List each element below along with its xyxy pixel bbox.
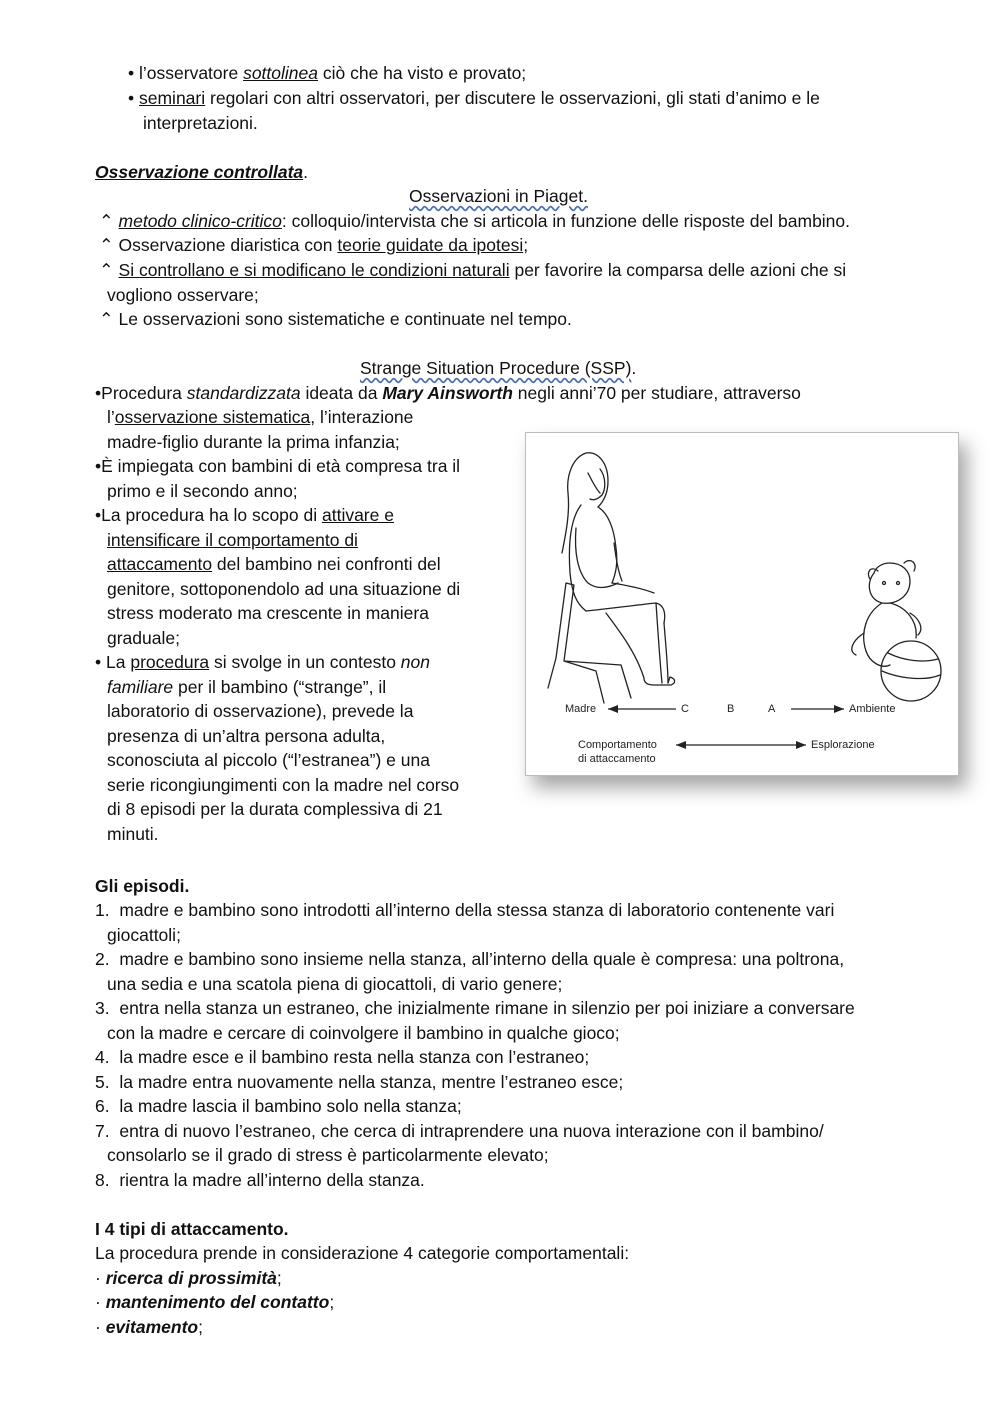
bullet-dot: • — [95, 383, 102, 403]
episodes-heading: Gli episodi. — [95, 876, 190, 896]
piaget-item-3-cont: vogliono osservare; — [107, 285, 259, 305]
ssp-illustration — [525, 432, 959, 776]
intro-bullet-2-cont: interpretazioni. — [143, 113, 258, 133]
bullet-dot: • — [128, 88, 139, 108]
ssp-bullet-3-line2: intensificare il comportamento di — [107, 530, 358, 550]
ssp-bullet-3-line3: attaccamento del bambino nei confronti del — [107, 554, 441, 574]
intro-bullet-2: • seminari regolari con altri osservatori, per discutere le osservazioni, gli stati d’animo e le — [128, 88, 820, 108]
illustration-drawing — [526, 433, 958, 775]
ssp-bullet-4-line7: di 8 episodi per la durata complessiva di 21 — [107, 799, 443, 819]
ssp-bullet-1-line2: l’osservazione sistematica, l’interazione — [107, 407, 414, 427]
ssp-bullet-1-line3: madre-figlio durante la prima infanzia; — [107, 432, 400, 452]
category-3: · evitamento; — [95, 1317, 203, 1337]
caret-bullet-icon: ⌃ — [99, 235, 119, 255]
episode-1-cont: giocattoli; — [107, 925, 181, 945]
label-madre: Madre — [565, 703, 597, 715]
ssp-bullet-4-line6: serie ricongiungimenti con la madre nel corso — [107, 775, 460, 795]
label-ambiente: Ambiente — [849, 703, 896, 715]
arrow-left-icon — [608, 705, 618, 713]
category-2: · mantenimento del contatto; — [95, 1292, 335, 1312]
label-b: B — [727, 703, 735, 715]
label-a: A — [768, 703, 776, 715]
ssp-bullet-3: •La procedura ha lo scopo di attivare e — [95, 505, 394, 525]
ssp-bullet-3-line6: graduale; — [107, 628, 180, 648]
episode-5: 5. la madre entra nuovamente nella stanza, mentre l’estraneo esce; — [95, 1072, 624, 1092]
ssp-bullet-1: •Procedura standardizzata ideata da Mary Ainsworth negli anni’70 per studiare, attraverso — [95, 383, 801, 403]
label-c: C — [681, 703, 689, 715]
piaget-item-4: ⌃ Le osservazioni sono sistematiche e continuate nel tempo. — [99, 309, 572, 329]
underlined-term: sottolinea — [243, 63, 318, 83]
episode-2-cont: una sedia e una scatola piena di giocattoli, di vario genere; — [107, 974, 563, 994]
bullet-dot: • — [128, 63, 139, 83]
episode-7: 7. entra di nuovo l’estraneo, che cerca di intraprendere una nuova interazione con il bambino/ — [95, 1121, 824, 1141]
middle-dot: · — [95, 1292, 106, 1312]
bullet-dot: • — [95, 456, 102, 476]
ssp-bullet-4-line8: minuti. — [107, 824, 159, 844]
label-comportamento: Comportamento — [578, 739, 657, 751]
underlined-term: seminari — [139, 88, 206, 108]
ssp-bullet-4-line2: familiare per il bambino (“strange”, il — [107, 677, 387, 697]
controlled-observation-heading: Osservazione controllata. — [95, 162, 309, 182]
episode-7-cont: consolarlo se il grado di stress è particolarmente elevato; — [107, 1145, 549, 1165]
piaget-item-1: ⌃ metodo clinico-critico: colloquio/intervista che si articola in funzione delle risposte del bambino. — [99, 211, 851, 231]
chair-icon — [548, 583, 631, 703]
ssp-bullet-4-line4: presenza di un’altra persona adulta, — [107, 726, 386, 746]
ssp-bullet-2: •È impiegata con bambini di età compresa tra il — [95, 456, 461, 476]
bullet-dot: • — [95, 652, 102, 672]
piaget-title: Osservazioni in Piaget. — [409, 186, 588, 206]
arrow-right-icon-2 — [796, 741, 806, 749]
middle-dot: · — [95, 1268, 106, 1288]
ssp-title: Strange Situation Procedure (SSP). — [360, 358, 637, 378]
ssp-bullet-2-line2: primo e il secondo anno; — [107, 481, 298, 501]
arrow-right-icon — [834, 705, 844, 713]
ssp-bullet-3-line5: stress moderato ma crescente in maniera — [107, 603, 429, 623]
label-esplorazione: Esplorazione — [811, 739, 875, 751]
piaget-item-3: ⌃ Si controllano e si modificano le condizioni naturali per favorire la comparsa delle azioni che si — [99, 260, 847, 280]
middle-dot: · — [95, 1317, 106, 1337]
category-1: · ricerca di prossimità; — [95, 1268, 282, 1288]
bullet-dot: • — [95, 505, 102, 525]
episode-3: 3. entra nella stanza un estraneo, che inizialmente rimane in silenzio per poi iniziare a conversare — [95, 998, 855, 1018]
episode-8: 8. rientra la madre all’interno della stanza. — [95, 1170, 425, 1190]
episode-3-cont: con la madre e cercare di coinvolgere il bambino in qualche gioco; — [107, 1023, 620, 1043]
ssp-bullet-4: • La procedura si svolge in un contesto non — [95, 652, 430, 672]
episode-1: 1. madre e bambino sono introdotti all’interno della stessa stanza di laboratorio contenente vari — [95, 900, 835, 920]
piaget-item-2: ⌃ Osservazione diaristica con teorie guidate da ipotesi; — [99, 235, 529, 255]
caret-bullet-icon: ⌃ — [99, 309, 119, 329]
attachment-types-intro: La procedura prende in considerazione 4 categorie comportamentali: — [95, 1243, 630, 1263]
ssp-bullet-3-line4: genitore, sottoponendolo ad una situazione di — [107, 579, 461, 599]
episode-4: 4. la madre esce e il bambino resta nella stanza con l’estraneo; — [95, 1047, 590, 1067]
caret-bullet-icon: ⌃ — [99, 211, 119, 231]
intro-bullet-1: • l’osservatore sottolinea ciò che ha visto e provato; — [128, 63, 527, 83]
ssp-bullet-4-line3: laboratorio di osservazione), prevede la — [107, 701, 414, 721]
label-di-attaccamento: di attaccamento — [578, 753, 656, 765]
ssp-bullet-4-line5: sconosciuta al piccolo (“l’estranea”) e una — [107, 750, 430, 770]
caret-bullet-icon: ⌃ — [99, 260, 119, 280]
author-name: Mary Ainsworth — [382, 383, 513, 403]
episode-6: 6. la madre lascia il bambino solo nella stanza; — [95, 1096, 462, 1116]
arrow-left-icon-2 — [676, 741, 686, 749]
episode-2: 2. madre e bambino sono insieme nella stanza, all’interno della quale è compresa: una poltrona, — [95, 949, 845, 969]
attachment-types-heading: I 4 tipi di attaccamento. — [95, 1219, 289, 1239]
